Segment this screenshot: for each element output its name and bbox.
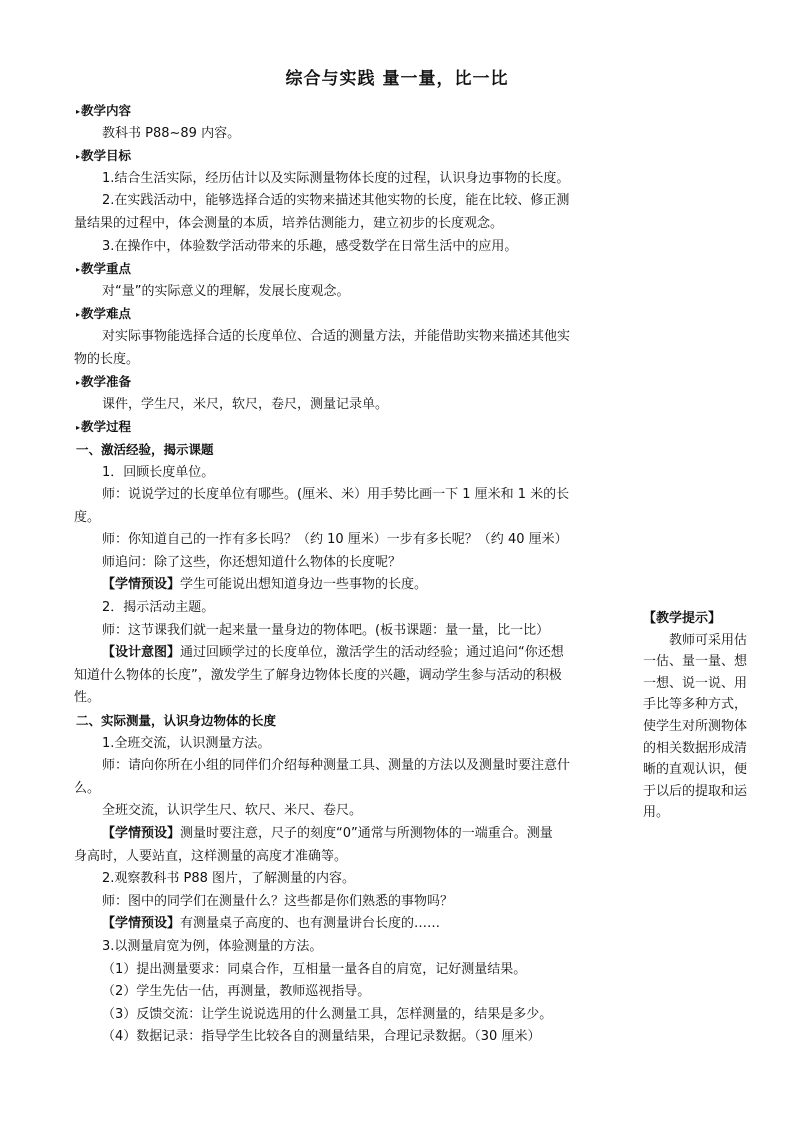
sidebar-line: 用。 [643,805,670,821]
paragraph: 师：这节课我们就一起来量一量身边的物体吧。(板书课题：量一量，比一比） [102,622,550,638]
lesson-body [74,100,608,1049]
section-heading: ▸教学准备 [76,374,132,390]
sidebar-line: 于以后的提取和运 [643,783,748,799]
paragraph: 2．揭示活动主题。 [102,600,215,616]
triangle-bullet-icon: ▸ [76,423,81,433]
step-item: （1）提出测量要求：同桌合作，互相量一量各自的肩宽，记好测量结果。 [102,961,527,977]
paragraph: 师追问：除了这些，你还想知道什么物体的长度呢？ [102,554,402,570]
page-title: 综合与实践 量一量，比一比 [285,69,509,89]
paragraph: 对实际事物能选择合适的长度单位、合适的测量方法，并能借助实物来描述其他实 [102,328,571,344]
paragraph: 师：说说学过的长度单位有哪些。(厘米、米）用手势比画一下 1 厘米和 1 米的长 [102,487,570,503]
paragraph: 对“量”的实际意义的理解，发展长度观念。 [102,283,350,299]
paragraph: 知道什么物体的长度”，激发学生了解身边物体长度的兴趣，调动学生参与活动的积极 [74,667,562,683]
paragraph: 1．回顾长度单位。 [102,464,215,480]
sidebar-line: 的相关数据形成清 [643,740,748,756]
section-heading: ▸教学过程 [76,419,132,435]
paragraph: 师：图中的同学们在测量什么？这些都是你们熟悉的事物吗？ [102,893,454,909]
triangle-bullet-icon: ▸ [76,310,81,320]
paragraph: 么。 [74,780,101,796]
presume-note: 【学情预设】测量时要注意，尺子的刻度“0”通常与所测物体的一端重合。测量 [102,826,553,841]
presume-tag: 【学情预设】 [102,916,181,932]
presume-tag: 【学情预设】 [102,577,181,593]
paragraph: 师：请向你所在小组的同伴们介绍每种测量工具、测量的方法以及测量时要注意什 [102,758,571,774]
triangle-bullet-icon: ▸ [76,107,81,116]
section-heading: ▸教学目标 [76,148,132,164]
paragraph: 师：你知道自己的一拃有多长吗？（约 10 厘米）一步有多长呢？（约 40 厘米） [102,532,568,548]
teaching-tip-sidebar [643,608,787,824]
presume-tag: 【学情预设】 [102,826,181,841]
sidebar-heading: 【教学提示】 [643,611,722,626]
part-heading: 一、激活经验，揭示课题 [76,441,214,457]
paragraph: 课件，学生尺，米尺，软尺，卷尺，测量记录单。 [102,396,389,412]
paragraph: 3.以测量肩宽为例，体验测量的方法。 [102,938,323,954]
paragraph: 全班交流，认识学生尺、软尺、米尺、卷尺。 [102,803,363,819]
step-item: （3）反馈交流：让学生说说选用的什么测量工具，怎样测量的，结果是多少。 [102,1006,553,1022]
sidebar-line: 使学生对所测物体 [643,718,748,734]
intent-note: 【设计意图】通过回顾学过的长度单位，激活学生的活动经验；通过追问“你还想 [102,645,564,661]
sidebar-line: 手比等多种方式， [643,697,748,713]
goal-item: 1.结合生活实际，经历估计以及实际测量物体长度的过程，认识身边事物的长度。 [102,170,570,186]
paragraph: 度。 [74,509,101,525]
triangle-bullet-icon: ▸ [76,152,81,162]
section-heading: ▸教学重点 [76,261,132,277]
triangle-bullet-icon: ▸ [76,378,81,388]
sidebar-line: 晰的直观认识，便 [643,762,748,778]
step-item: （2）学生先估一估，再测量，教师巡视指导。 [102,984,371,1000]
section-heading: ▸教学难点 [76,306,132,322]
goal-item: 3.在操作中，体验数学活动带来的乐趣，感受数学在日常生活中的应用。 [102,238,518,254]
triangle-bullet-icon: ▸ [76,265,81,275]
paragraph: 物的长度。 [74,351,140,367]
presume-note: 【学情预设】有测量桌子高度的、也有测量讲台长度的…… [102,916,441,932]
sidebar-line: 一想、说一说、用 [643,675,748,691]
paragraph: 教科书 P88~89 内容。 [102,125,241,141]
paragraph: 身高时，人要站直，这样测量的高度才准确等。 [74,848,348,864]
sidebar-line: 教师可采用估 [669,632,748,648]
goal-item: 量结果的过程中，体会测量的本质，培养估测能力，建立初步的长度观念。 [74,215,504,231]
presume-note: 【学情预设】学生可能说出想知道身边一些事物的长度。 [102,577,428,593]
intent-tag: 【设计意图】 [102,645,181,661]
part-heading: 二、实际测量，认识身边物体的长度 [76,713,277,729]
paragraph: 性。 [74,690,101,706]
goal-item: 2.在实践活动中，能够选择合适的实物来描述其他实物的长度，能在比较、修正测 [102,193,570,209]
paragraph: 1.全班交流，认识测量方法。 [102,735,271,751]
section-heading: ▸教学内容 [76,103,132,118]
paragraph: 2.观察教科书 P88 图片，了解测量的内容。 [102,871,356,887]
sidebar-line: 一估、量一量、想 [643,654,748,670]
step-item: （4）数据记录：指导学生比较各自的测量结果，合理记录数据。（30 厘米） [102,1029,541,1045]
